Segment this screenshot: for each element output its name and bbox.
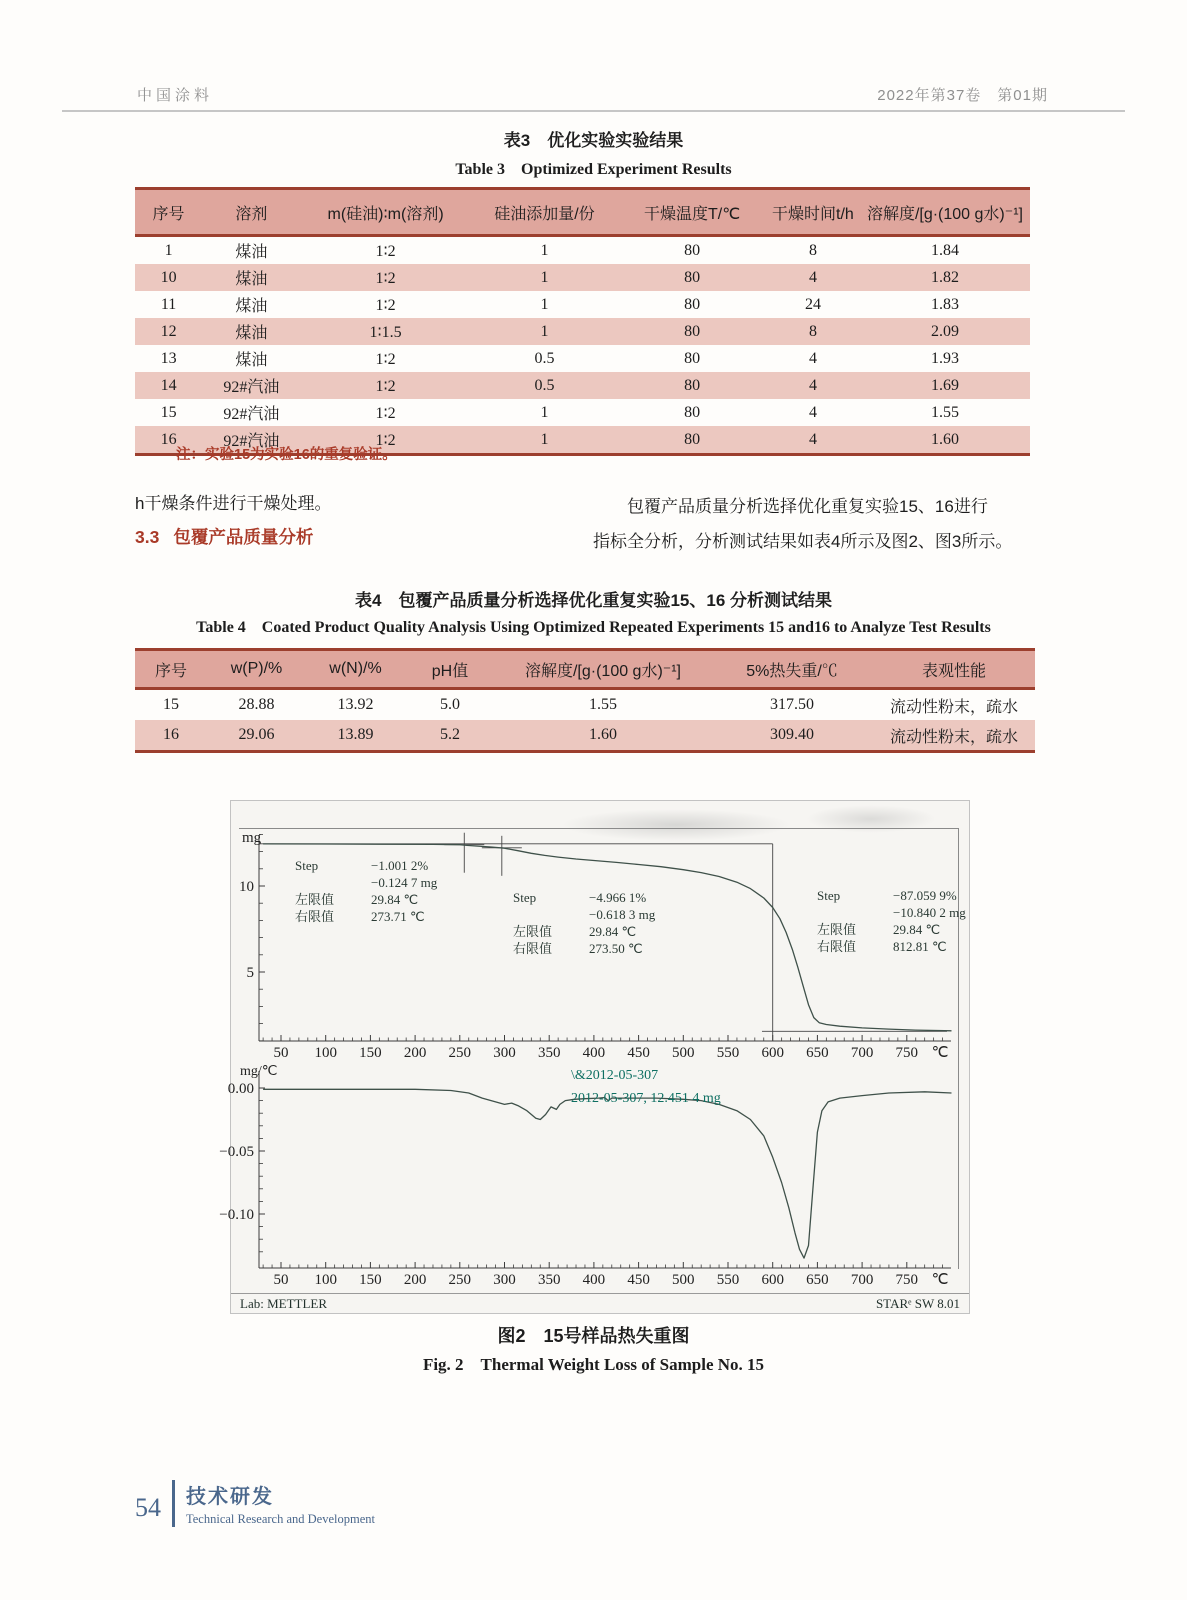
left-limit-value: 29.84 ℃: [893, 922, 941, 937]
table-cell: 0.5: [471, 372, 619, 399]
dtg-y-axis: [219, 1064, 277, 1252]
left-limit-label: 左限值: [513, 924, 553, 939]
column-header: 干燥温度T/℃: [618, 189, 766, 236]
svg-text:−0.05: −0.05: [219, 1144, 254, 1160]
right-limit-value: 273.50 ℃: [589, 941, 643, 956]
svg-text:450: 450: [627, 1045, 650, 1061]
table-cell: 309.40: [711, 720, 873, 752]
step-percent: −1.001 2%: [371, 858, 429, 873]
table-cell: 0.5: [534, 349, 555, 367]
svg-text:350: 350: [537, 1272, 561, 1288]
instrument-footer: [231, 1293, 969, 1313]
table-row: [135, 236, 1030, 265]
table-cell: 80: [618, 372, 766, 399]
table-header-row: [135, 189, 1030, 236]
table-cell: 1.55: [930, 403, 959, 421]
table-row: [135, 291, 1030, 318]
table-row: [135, 318, 1030, 345]
right-limit-label: 右限值: [817, 939, 857, 954]
svg-text:650: 650: [806, 1272, 829, 1288]
table-cell: 11: [160, 295, 177, 313]
table-cell: 92#汽油: [223, 406, 280, 423]
table-cell: 13: [160, 349, 177, 367]
table-cell: 流动性粉末，疏水: [889, 698, 1018, 716]
svg-text:50: 50: [273, 1045, 289, 1061]
table-cell: 1.60: [860, 426, 1030, 455]
footer-section-cn: 技术研发: [186, 1486, 274, 1508]
table-cell: 13.89: [306, 720, 405, 752]
table-cell: 92#汽油: [202, 426, 300, 455]
column-header: 5%热失重/℃: [711, 650, 873, 689]
table-cell: 15: [160, 403, 177, 421]
table-cell: 80: [618, 426, 766, 455]
svg-text:750: 750: [895, 1045, 919, 1061]
table-cell: 1∶2: [301, 426, 471, 455]
column-header: 硅油添加量/份: [471, 189, 619, 236]
spacer: [295, 874, 361, 891]
svg-text:350: 350: [537, 1045, 561, 1061]
table-cell: 12: [135, 318, 202, 345]
body-text-right: [593, 489, 1045, 559]
dtg-sample-annotation: [571, 1064, 721, 1110]
svg-text:750: 750: [895, 1272, 919, 1288]
table-cell: 80: [618, 264, 766, 291]
table-cell: 1: [540, 241, 549, 259]
header-rule: [62, 110, 1125, 112]
page-footer: [135, 1480, 375, 1527]
svg-text:mg/℃: mg/℃: [240, 1064, 278, 1079]
table-cell: 5.2: [405, 720, 495, 752]
table-cell: 8: [808, 241, 817, 259]
table-header-row: [135, 650, 1035, 689]
column-header: w(N)/%: [306, 650, 405, 689]
figure2-thermal-weight-loss: [219, 800, 970, 1314]
svg-text:100: 100: [314, 1272, 337, 1288]
column-header: 干燥时间t/h: [766, 189, 860, 236]
column-header: pH值: [405, 650, 495, 689]
right-limit-value: 273.71 ℃: [371, 909, 425, 924]
svg-text:500: 500: [672, 1272, 695, 1288]
table-row: [135, 689, 1035, 721]
svg-text:300: 300: [493, 1045, 516, 1061]
tga-y-axis: [239, 830, 265, 1041]
table-cell: 1∶2: [375, 242, 396, 260]
table-cell: 80: [684, 295, 701, 313]
column-header: 溶解度/[g·(100 g水)⁻¹]: [860, 189, 1030, 236]
journal-name: 中国涂料: [137, 87, 214, 104]
table-cell: 1∶2: [301, 264, 471, 291]
table-cell: 煤油: [202, 264, 300, 291]
table4-title-cn: 表4 包覆产品质量分析选择优化重复实验15、16 分析测试结果: [355, 591, 832, 610]
svg-text:0.00: 0.00: [227, 1081, 254, 1097]
table-cell: 煤油: [202, 318, 300, 345]
table-cell: 13.92: [337, 696, 374, 713]
table-cell: 1.84: [930, 241, 959, 259]
table3-optimized-experiments: [135, 187, 1030, 456]
tga-step3-annotation: [817, 887, 966, 955]
table-row: [135, 399, 1030, 426]
table-cell: 1: [471, 426, 619, 455]
table-cell: 1∶2: [375, 350, 396, 368]
body-text-left: h干燥条件进行干燥处理。: [135, 494, 332, 513]
table-cell: 煤油: [235, 298, 268, 315]
table-cell: 1: [471, 264, 619, 291]
step-percent: −4.966 1%: [589, 890, 647, 905]
column-header: w(P)/%: [207, 650, 306, 689]
table-cell: 80: [684, 349, 701, 367]
svg-text:250: 250: [448, 1045, 472, 1061]
table-row: [135, 264, 1030, 291]
svg-text:150: 150: [359, 1045, 382, 1061]
right-limit-label: 右限值: [295, 909, 335, 924]
svg-text:550: 550: [716, 1045, 740, 1061]
table-cell: 4: [766, 426, 860, 455]
svg-text:−0.10: −0.10: [219, 1207, 254, 1223]
step-mass: −10.840 2 mg: [893, 905, 966, 920]
journal-issue: 2022年第37卷 第01期: [877, 87, 1048, 104]
step-label: Step: [513, 890, 537, 905]
table-cell: 92#汽油: [202, 372, 300, 399]
table-cell: 1∶2: [375, 404, 396, 422]
svg-text:10: 10: [239, 879, 254, 895]
left-limit-value: 29.84 ℃: [371, 892, 419, 907]
table-cell: 4: [808, 349, 817, 367]
section-title: 包覆产品质量分析: [173, 527, 314, 547]
table-cell: 煤油: [235, 352, 268, 369]
svg-text:600: 600: [761, 1045, 784, 1061]
svg-text:50: 50: [273, 1272, 289, 1288]
table-cell: 80: [618, 318, 766, 345]
table-cell: 1.93: [930, 349, 959, 367]
table-cell: 1∶2: [301, 372, 471, 399]
tga-step-markers: [444, 833, 522, 876]
table-cell: 29.06: [207, 720, 306, 752]
body-text-right-line2: 指标全分析，分析测试结果如表4所示及图2、图3所示。: [593, 532, 1013, 551]
table-cell: 16: [135, 720, 207, 752]
table-cell: 15: [163, 696, 179, 713]
table-cell: 1.83: [930, 295, 959, 313]
svg-text:℃: ℃: [931, 1272, 949, 1288]
tga-step1-annotation: [295, 857, 437, 925]
table3-title-cn: 表3 优化实验实验结果: [503, 131, 684, 150]
table-cell: 煤油: [235, 244, 268, 261]
table-row: [135, 720, 1035, 752]
step-percent: −87.059 9%: [893, 888, 957, 903]
column-header: m(硅油)∶m(溶剂): [301, 189, 471, 236]
svg-text:mg: mg: [242, 830, 262, 846]
svg-text:400: 400: [582, 1045, 606, 1061]
table-row: [135, 345, 1030, 372]
table3-note: 注：实验15为实验16的重复验证。: [176, 447, 397, 463]
software-label: STARᵉ SW 8.01: [875, 1295, 960, 1311]
table4-quality-analysis: [135, 648, 1035, 753]
table-cell: 1: [471, 318, 619, 345]
sample-id-line1: \&2012-05-307: [571, 1068, 659, 1083]
table-cell: 1.69: [860, 372, 1030, 399]
table-cell: 10: [135, 264, 202, 291]
sample-id-line2: 2012-05-307, 12.451 4 mg: [571, 1091, 721, 1106]
svg-text:700: 700: [850, 1272, 874, 1288]
table-cell: 28.88: [238, 696, 275, 713]
svg-text:500: 500: [672, 1045, 695, 1061]
svg-text:150: 150: [359, 1272, 382, 1288]
svg-text:450: 450: [627, 1272, 650, 1288]
left-limit-label: 左限值: [295, 892, 335, 907]
body-text-right-line1: 包覆产品质量分析选择优化重复实验15、16进行: [627, 497, 988, 516]
svg-text:200: 200: [403, 1272, 427, 1288]
table-cell: 14: [135, 372, 202, 399]
left-limit-value: 29.84 ℃: [589, 924, 637, 939]
svg-text:200: 200: [403, 1045, 427, 1061]
right-limit-label: 右限值: [513, 941, 553, 956]
dtg-x-axis: [263, 1262, 948, 1288]
table-cell: 1: [540, 295, 549, 313]
table-cell: 1: [164, 241, 173, 259]
svg-text:300: 300: [493, 1272, 516, 1288]
table-cell: 1.60: [495, 720, 711, 752]
table-cell: 流动性粉末，疏水: [873, 720, 1035, 752]
figure2-caption-en: Fig. 2 Thermal Weight Loss of Sample No. 15: [422, 1355, 765, 1374]
svg-text:700: 700: [850, 1045, 874, 1061]
svg-text:250: 250: [448, 1272, 472, 1288]
tga-step2-annotation: [513, 889, 655, 957]
right-limit-value: 812.81 ℃: [893, 939, 947, 954]
dtg-curve: [263, 1089, 951, 1258]
step-label: Step: [295, 858, 319, 873]
table-row: [135, 372, 1030, 399]
svg-text:650: 650: [806, 1045, 829, 1061]
table-cell: 1∶1.5: [301, 318, 471, 345]
column-header: 表观性能: [873, 650, 1035, 689]
spacer: [817, 904, 883, 921]
page-number: 54: [135, 1492, 161, 1522]
table-cell: 317.50: [770, 696, 814, 713]
section-heading-3-3: [135, 524, 313, 549]
column-header: 序号: [135, 189, 202, 236]
figure2-caption-cn: 图2 15号样品热失重图: [497, 1326, 690, 1346]
svg-text:℃: ℃: [931, 1045, 949, 1061]
column-header: 溶剂: [202, 189, 300, 236]
spacer: [513, 906, 579, 923]
table-cell: 1∶2: [375, 296, 396, 314]
step-mass: −0.124 7 mg: [371, 875, 438, 890]
left-limit-label: 左限值: [817, 922, 857, 937]
table-cell: 4: [766, 264, 860, 291]
column-header: 序号: [135, 650, 207, 689]
lab-label: Lab: METTLER: [240, 1295, 328, 1311]
table-cell: 80: [684, 241, 701, 259]
svg-text:550: 550: [716, 1272, 740, 1288]
footer-section: [172, 1480, 375, 1527]
table-cell: 16: [135, 426, 202, 455]
table-cell: 24: [804, 295, 821, 313]
table-cell: 2.09: [860, 318, 1030, 345]
table-cell: 4: [766, 372, 860, 399]
svg-text:600: 600: [761, 1272, 784, 1288]
table-cell: 1.55: [589, 696, 617, 713]
svg-text:100: 100: [314, 1045, 337, 1061]
section-number: 3.3: [135, 527, 160, 547]
table-cell: 4: [808, 403, 817, 421]
table3-title-en: Table 3 Optimized Experiment Results: [455, 161, 732, 178]
tga-x-axis: [263, 1035, 948, 1061]
step-mass: −0.618 3 mg: [589, 907, 656, 922]
svg-text:5: 5: [246, 965, 254, 981]
table-cell: 5.0: [440, 696, 460, 713]
svg-text:400: 400: [582, 1272, 606, 1288]
column-header: 溶解度/[g·(100 g水)⁻¹]: [495, 650, 711, 689]
footer-section-en: Technical Research and Development: [186, 1512, 375, 1526]
table-cell: 1: [540, 403, 549, 421]
table4-title-en: Table 4 Coated Product Quality Analysis Using Optimized Repeated Experiments 15 and16 to Analyze Test Results: [196, 619, 991, 636]
table-cell: 1.82: [860, 264, 1030, 291]
table-cell: 80: [684, 403, 701, 421]
table-cell: 8: [766, 318, 860, 345]
step-label: Step: [817, 888, 841, 903]
